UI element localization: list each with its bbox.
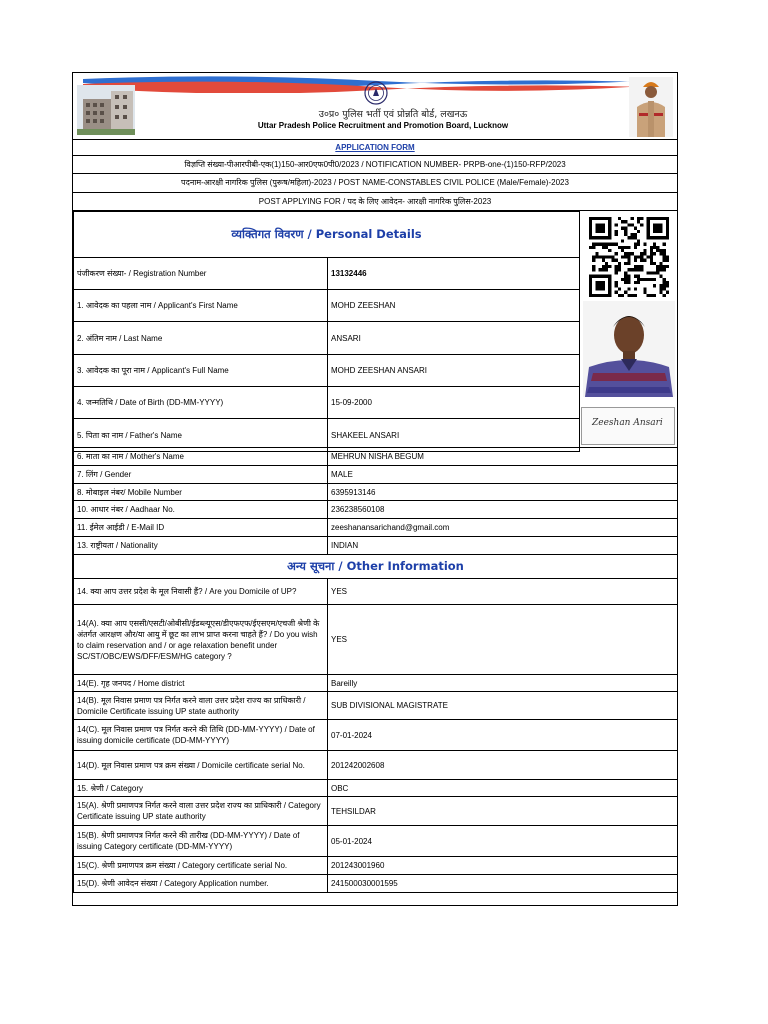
row-value: MOHD ZEESHAN ANSARI	[328, 355, 580, 387]
post-name: पदनाम-आरक्षी नागरिक पुलिस (पुरूष/महिला)-2023 / POST NAME-CONSTABLES CIVIL POLICE (Male/Female)-2023	[73, 174, 677, 193]
row-value: 236238560108	[328, 501, 678, 519]
table-row	[74, 675, 678, 692]
row-label: 11. ईमेल आईडी / E-Mail ID	[74, 519, 328, 537]
row-label: 15(A). श्रेणी प्रमाणपत्र निर्गत करने वाला उत्तर प्रदेश राज्य का प्राधिकारी / Category Certificate issuing UP state authority	[74, 797, 328, 826]
row-label: 14. क्या आप उत्तर प्रदेश के मूल निवासी हैं? / Are you Domicile of UP?	[74, 579, 328, 605]
table-row	[74, 387, 580, 419]
table-row	[74, 797, 678, 826]
table-row	[74, 720, 678, 751]
row-label: 3. आवेदक का पूरा नाम / Applicant's Full Name	[74, 355, 328, 387]
table-row	[74, 537, 678, 555]
table-row	[74, 780, 678, 797]
table-row	[74, 692, 678, 720]
building-image	[77, 85, 135, 135]
table-row	[74, 605, 678, 675]
table-row	[74, 484, 678, 501]
table-row	[74, 519, 678, 537]
applicant-photo	[583, 301, 675, 397]
row-value: 15-09-2000	[328, 387, 580, 419]
row-value: TEHSILDAR	[328, 797, 678, 826]
row-label: 15(D). श्रेणी आवेदन संख्या / Category Application number.	[74, 875, 328, 893]
header-banner	[73, 73, 677, 140]
table-row	[74, 258, 580, 290]
row-label: 7. लिंग / Gender	[74, 466, 328, 484]
row-label: 2. अंतिम नाम / Last Name	[74, 322, 328, 355]
form-title: APPLICATION FORM	[335, 143, 415, 152]
row-label: पंजीकरण संख्या- / Registration Number	[74, 258, 328, 290]
row-value: MOHD ZEESHAN	[328, 290, 580, 322]
personal-details-table-continued	[73, 447, 678, 893]
row-label: 14(D). मूल निवास प्रमाण पत्र क्रम संख्या / Domicile certificate serial No.	[74, 751, 328, 780]
notification-number: विज्ञप्ति संख्या-पीआरपीबी-एक(1)150-आर0एफ0पी0/2023 / NOTIFICATION NUMBER- PRPB-one-(1)150-RFP/2023	[73, 156, 677, 174]
row-value: OBC	[328, 780, 678, 797]
row-value: YES	[328, 579, 678, 605]
row-value: MEHRUN NISHA BEGUM	[328, 448, 678, 466]
org-name-hindi: उ०प्र० पुलिस भर्ती एवं प्रोन्नति बोर्ड, लखनऊ	[318, 109, 468, 120]
table-row	[74, 857, 678, 875]
row-value: ANSARI	[328, 322, 580, 355]
row-value: 05-01-2024	[328, 826, 678, 857]
row-label: 5. पिता का नाम / Father's Name	[74, 419, 328, 452]
row-value: 241500030001595	[328, 875, 678, 893]
row-label: 15(B). श्रेणी प्रमाणपत्र निर्गत करने की तारीख (DD-MM-YYYY) / Date of issuing Category certificate (DD-MM-YYYY)	[74, 826, 328, 857]
table-row	[74, 290, 580, 322]
row-label: 8. मोबाइल नंबर/ Mobile Number	[74, 484, 328, 501]
table-row	[74, 448, 678, 466]
row-label: 14(C). मूल निवास प्रमाण पत्र निर्गत करने की तिथि (DD-MM-YYYY) / Date of issuing domicile certificate (DD-MM-YYYY)	[74, 720, 328, 751]
registration-number-value: 13132446	[328, 258, 580, 290]
row-label: 10. आधार नंबर / Aadhaar No.	[74, 501, 328, 519]
row-value: zeeshanansarichand@gmail.com	[328, 519, 678, 537]
board-seal-icon	[364, 81, 388, 105]
table-row	[74, 466, 678, 484]
org-name-english: Uttar Pradesh Police Recruitment and Promotion Board, Lucknow	[257, 121, 509, 130]
row-label: 14(A). क्या आप एससी/एसटी/ओबीसी/ईडब्ल्यूएस/डीएफएफ/ईएसएम/एचजी श्रेणी के अंतर्गत आरक्षण और/या आयु में छूट का लाभ प्राप्त करना चाहते हैं? / Do you wish to claim reservation and / or age relaxation benefit under SC/ST/OBC/EWS/DFF/ESM/HG category ?	[74, 605, 328, 675]
row-label: 6. माता का नाम / Mother's Name	[74, 448, 328, 466]
row-value: 6395913146	[328, 484, 678, 501]
police-officer-image	[629, 77, 673, 137]
row-value: 201242002608	[328, 751, 678, 780]
row-label: 15. श्रेणी / Category	[74, 780, 328, 797]
row-value: SUB DIVISIONAL MAGISTRATE	[328, 692, 678, 720]
row-value: Bareilly	[328, 675, 678, 692]
row-label: 15(C). श्रेणी प्रमाणपत्र क्रम संख्या / Category certificate serial No.	[74, 857, 328, 875]
row-label: 14(B). मूल निवास प्रमाण पत्र निर्गत करने वाला उत्तर प्रदेश राज्य का प्राधिकारी / Domicile Certificate issuing UP state authority	[74, 692, 328, 720]
table-row	[74, 355, 580, 387]
applicant-signature	[581, 407, 675, 445]
row-label: 14(E). गृह जनपद / Home district	[74, 675, 328, 692]
table-row	[74, 875, 678, 893]
row-label: 1. आवेदक का पहला नाम / Applicant's First Name	[74, 290, 328, 322]
signature-text: Zeeshan Ansari	[592, 418, 663, 428]
table-row	[74, 579, 678, 605]
table-row	[74, 322, 580, 355]
personal-details-heading: व्यक्तिगत विवरण / Personal Details	[74, 212, 580, 258]
qr-code-image	[589, 217, 669, 297]
row-value: SHAKEEL ANSARI	[328, 419, 580, 452]
table-row	[74, 826, 678, 857]
personal-details-table	[73, 211, 580, 452]
table-row	[74, 751, 678, 780]
row-label: 13. राष्ट्रीयता / Nationality	[74, 537, 328, 555]
table-row	[74, 501, 678, 519]
row-value: INDIAN	[328, 537, 678, 555]
other-information-heading: अन्य सूचना / Other Information	[74, 555, 678, 579]
row-value: 201243001960	[328, 857, 678, 875]
row-value: 07-01-2024	[328, 720, 678, 751]
post-applying: POST APPLYING FOR / पद के लिए आवेदन- आरक्षी नागरिक पुलिस-2023	[73, 193, 677, 211]
row-value: YES	[328, 605, 678, 675]
form-title-row	[73, 139, 677, 156]
row-value: MALE	[328, 466, 678, 484]
row-label: 4. जन्मतिथि / Date of Birth (DD-MM-YYYY)	[74, 387, 328, 419]
application-form-sheet	[72, 72, 678, 906]
